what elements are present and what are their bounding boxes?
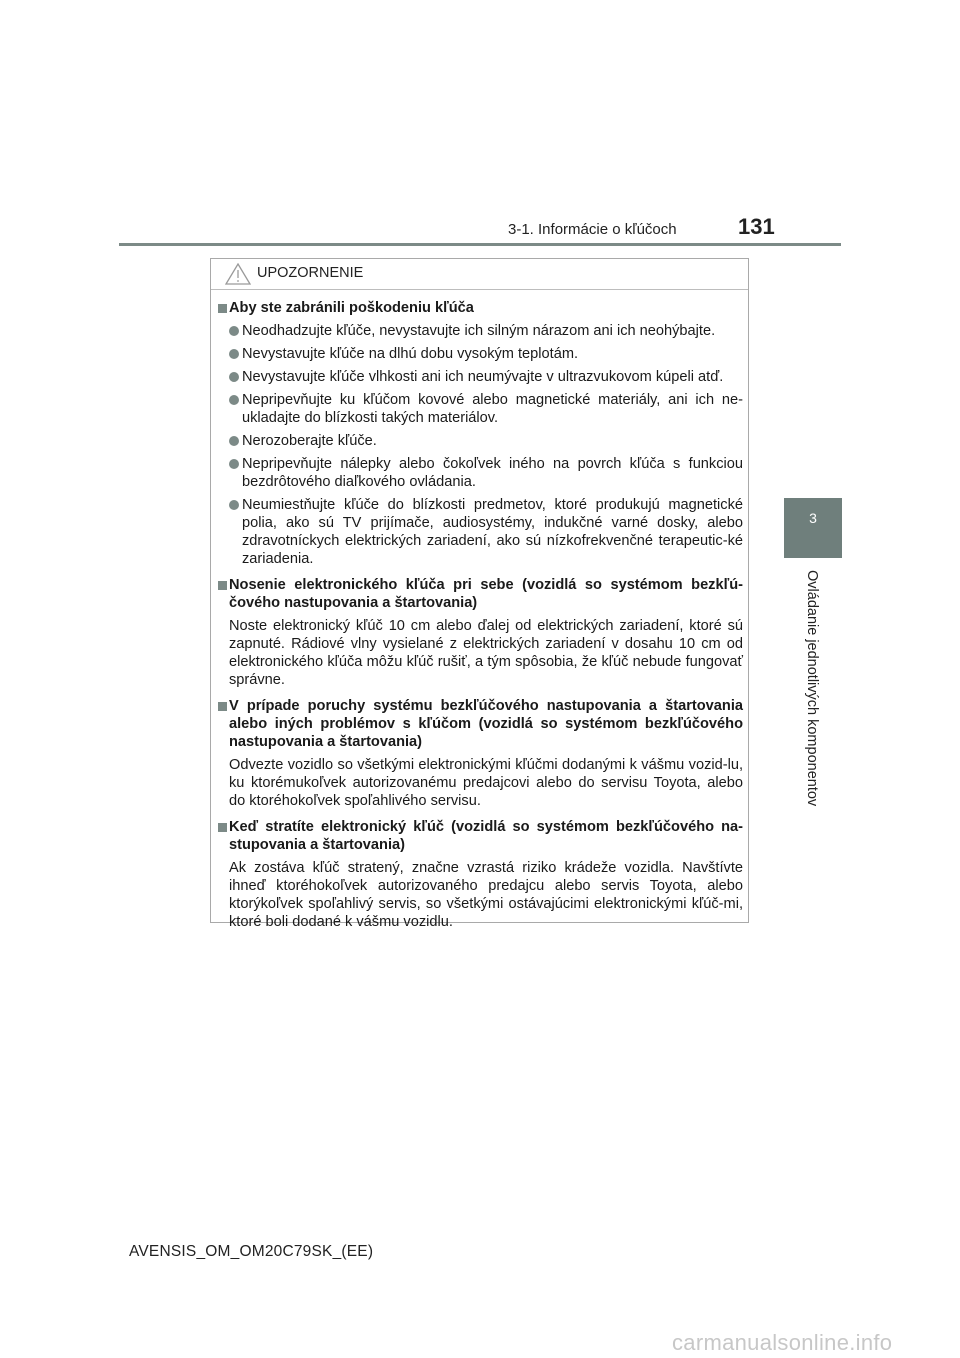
bullet-dot-icon — [229, 459, 239, 469]
bullet-text: Nepripevňujte nálepky alebo čokoľvek iného na povrch kľúča s funkciou bezdrôtového diaľkového ovládania. — [242, 456, 743, 490]
bullet-text: Neodhadzujte kľúče, nevystavujte ich silným nárazom ani ich neohýbajte. — [242, 323, 716, 339]
bullet-item — [229, 455, 743, 491]
page-number: 131 — [738, 214, 775, 239]
bullet-text: Neumiestňujte kľúče do blízkosti predmetov, ktoré produkujú magnetické polia, ako sú TV prijímače, audiosystémy, indukčné varné dosky, alebo zdravotníckych elektrických zariadení, ako sú nízkofrekvenčné terapeutic-ké zariadenia. — [242, 497, 743, 567]
section-text: Noste elektronický kľúč 10 cm alebo ďalej od elektrických zariadení, ktoré sú zapnuté. Rádiové vlny vysielané z elektrických zariadení v dosahu 10 cm od elektronického kľúča môžu kľúč rušiť, a tým spôsobia, že kľúč nebude fungovať správne. — [229, 618, 743, 688]
section-marker-icon — [218, 581, 227, 590]
bullet-dot-icon — [229, 436, 239, 446]
section-marker-icon — [218, 702, 227, 711]
bullet-item — [229, 368, 743, 386]
bullet-dot-icon — [229, 372, 239, 382]
bullet-item — [229, 432, 743, 450]
bullet-text: Nerozoberajte kľúče. — [242, 433, 377, 449]
section-title: Aby ste zabránili poškodeniu kľúča — [229, 300, 474, 316]
warning-section — [218, 576, 743, 689]
bullet-dot-icon — [229, 326, 239, 336]
bullet-dot-icon — [229, 395, 239, 405]
warning-section — [218, 697, 743, 810]
footer-manual-code: AVENSIS_OM_OM20C79SK_(EE) — [129, 1243, 374, 1260]
chapter-side-title: Ovládanie jednotlivých komponentov — [804, 570, 820, 807]
warning-body — [218, 299, 743, 939]
warning-header — [211, 259, 748, 290]
bullet-item — [229, 391, 743, 427]
warning-section — [218, 818, 743, 931]
bullet-text: Nevystavujte kľúče na dlhú dobu vysokým teplotám. — [242, 346, 579, 362]
section-title: V prípade poruchy systému bezkľúčového nastupovania a štartovania alebo iných problémov s kľúčom (vozidlá so systémom bezkľúčového nastupovania a štartovania) — [229, 698, 743, 750]
bullet-dot-icon — [229, 349, 239, 359]
section-title: Keď stratíte elektronický kľúč (vozidlá so systémom bezkľúčového na-stupovania a štartovania) — [229, 819, 743, 853]
header-rule — [119, 243, 841, 246]
bullet-text: Nepripevňujte ku kľúčom kovové alebo magnetické materiály, ani ich ne-ukladajte do blízkosti takých materiálov. — [242, 392, 743, 426]
header-section-title: 3-1. Informácie o kľúčoch — [508, 221, 677, 238]
section-text: Ak zostáva kľúč stratený, značne vzrastá riziko krádeže vozidla. Navštívte ihneď ktoréhokoľvek autorizovaného predajcu alebo servis Toyota, alebo ktorýkoľvek spoľahlivý servis, so všetkými ostávajúcimi elektronickými kľúč-mi, ktoré boli dodané k vášmu vozidlu. — [229, 860, 743, 930]
bullet-text: Nevystavujte kľúče vlhkosti ani ich neumývajte v ultrazvukovom kúpeli atď. — [242, 369, 724, 385]
bullet-item — [229, 322, 743, 340]
bullet-item — [229, 345, 743, 363]
section-title: Nosenie elektronického kľúča pri sebe (vozidlá so systémom bezkľú-čového nastupovania a štartovania) — [229, 577, 743, 611]
warning-section — [218, 299, 743, 568]
warning-box — [210, 258, 749, 930]
bullet-dot-icon — [229, 500, 239, 510]
warning-triangle-icon — [225, 263, 251, 285]
chapter-tab: 3 — [784, 498, 842, 558]
watermark: carmanualsonline.info — [672, 1330, 893, 1355]
section-marker-icon — [218, 304, 227, 313]
bullet-item — [229, 496, 743, 568]
section-text: Odvezte vozidlo so všetkými elektronickými kľúčmi dodanými k vášmu vozid-lu, ku ktorémukoľvek autorizovanému predajcovi alebo do servisu Toyota, alebo do ktoréhokoľvek spoľahlivého servisu. — [229, 757, 743, 809]
section-marker-icon — [218, 823, 227, 832]
warning-title: UPOZORNENIE — [257, 265, 364, 281]
